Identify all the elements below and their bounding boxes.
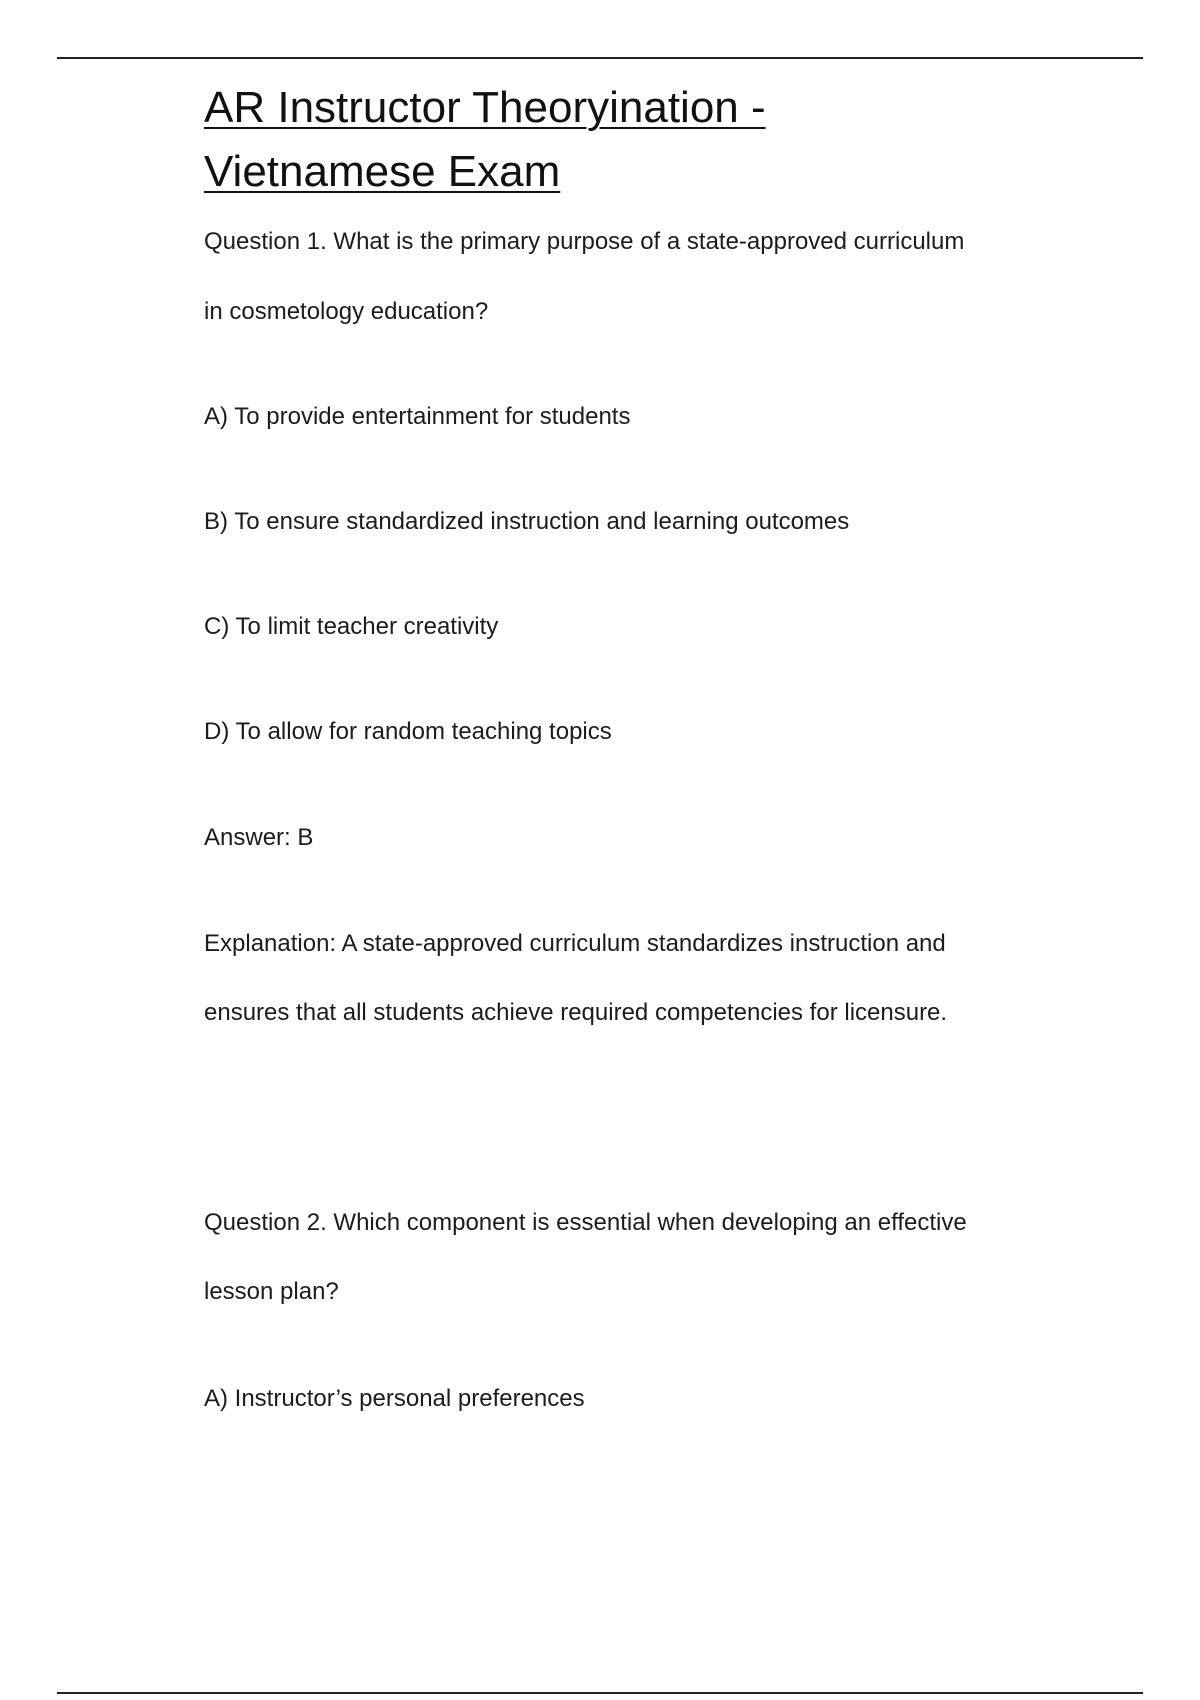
question-1-text-line-2: in cosmetology education? xyxy=(204,298,489,325)
question-1-text-line-1: Question 1. What is the primary purpose of a state-approved curriculum xyxy=(204,228,965,255)
question-1-explanation-line-2: ensures that all students achieve required competencies for licensure. xyxy=(204,999,948,1026)
question-2-text-line-2: lesson plan? xyxy=(204,1278,339,1305)
top-rule xyxy=(57,57,1143,59)
question-2-text-line-1: Question 2. Which component is essential when developing an effective xyxy=(204,1209,967,1236)
question-1-answer: Answer: B xyxy=(204,824,314,851)
title-line-1: AR Instructor Theoryination - xyxy=(204,83,766,132)
question-1-option-d: D) To allow for random teaching topics xyxy=(204,718,612,745)
question-2-option-a: A) Instructor’s personal preferences xyxy=(204,1385,585,1412)
question-1-option-c: C) To limit teacher creativity xyxy=(204,613,499,640)
bottom-rule xyxy=(57,1692,1143,1694)
document-title xyxy=(204,76,766,204)
question-1-explanation-line-1: Explanation: A state-approved curriculum standardizes instruction and xyxy=(204,930,946,957)
question-1-option-b: B) To ensure standardized instruction and learning outcomes xyxy=(204,508,850,535)
question-1-option-a: A) To provide entertainment for students xyxy=(204,403,631,430)
title-line-2: Vietnamese Exam xyxy=(204,147,561,196)
